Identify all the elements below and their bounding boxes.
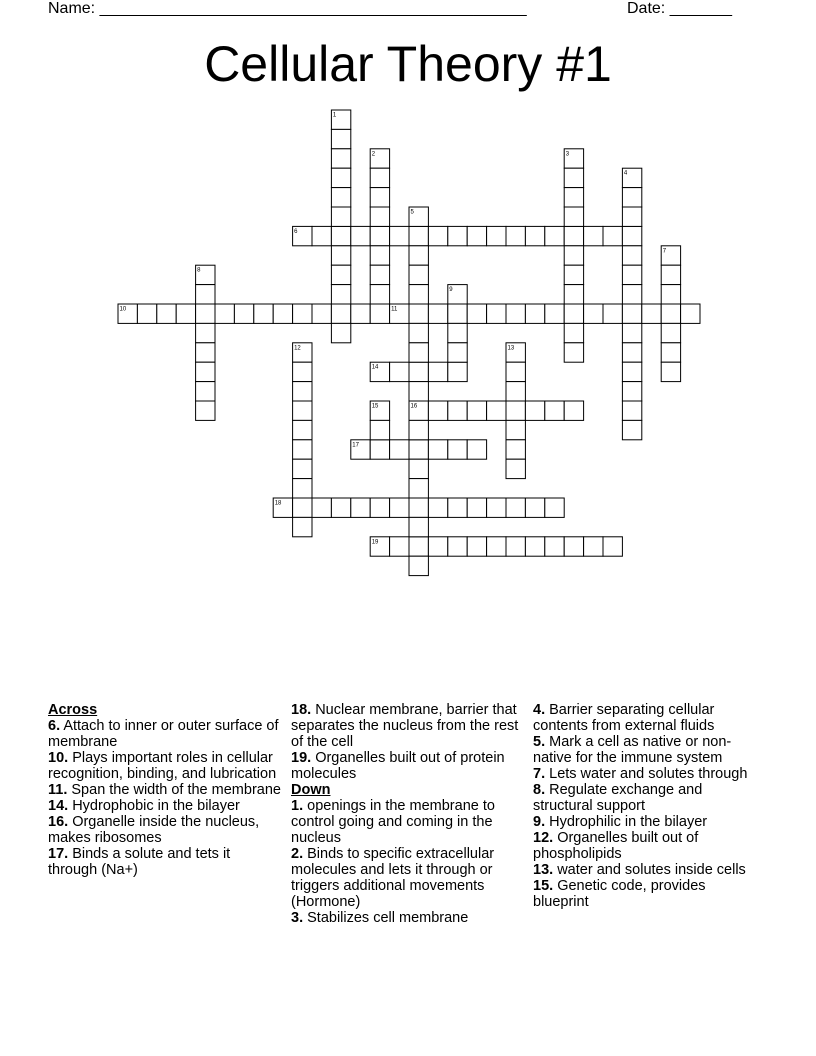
clue-number: 7. — [533, 766, 546, 782]
grid-cell[interactable] — [409, 556, 428, 575]
grid-cell[interactable] — [622, 343, 641, 362]
grid-cell[interactable] — [506, 382, 525, 401]
grid-cell[interactable] — [196, 343, 215, 362]
clue-text: water and solutes inside cells — [557, 862, 746, 878]
grid-cell[interactable] — [428, 498, 447, 517]
grid-cell[interactable] — [331, 168, 350, 187]
grid-cell[interactable] — [661, 323, 680, 342]
grid-cell[interactable] — [564, 226, 583, 245]
grid-cell[interactable] — [564, 285, 583, 304]
grid-cell[interactable] — [293, 362, 312, 381]
grid-cell[interactable] — [331, 265, 350, 284]
clue-text: Organelle inside the nucleus, makes ribosomes — [48, 814, 260, 846]
grid-cell[interactable] — [448, 362, 467, 381]
grid-cell[interactable] — [525, 537, 544, 556]
grid-cell[interactable] — [370, 304, 389, 323]
grid-clue-number: 13 — [507, 345, 515, 352]
grid-cell[interactable] — [622, 246, 641, 265]
grid-cell[interactable] — [428, 304, 447, 323]
grid-cell[interactable] — [215, 304, 234, 323]
across-clue — [48, 718, 283, 750]
grid-cell[interactable] — [564, 188, 583, 207]
grid-cell[interactable] — [506, 420, 525, 439]
clue-number: 8. — [533, 782, 546, 798]
grid-cell[interactable] — [487, 304, 506, 323]
grid-cell[interactable] — [196, 382, 215, 401]
grid-cell[interactable] — [390, 226, 409, 245]
across-heading: Across — [48, 702, 98, 718]
grid-cell[interactable] — [467, 498, 486, 517]
grid-cell[interactable] — [331, 323, 350, 342]
down-clue — [533, 814, 753, 830]
grid-cell[interactable] — [331, 246, 350, 265]
grid-cell[interactable] — [428, 401, 447, 420]
grid-cell[interactable] — [487, 401, 506, 420]
clue-number: 15. — [533, 878, 554, 894]
grid-cell[interactable] — [564, 207, 583, 226]
grid-cell[interactable] — [584, 226, 603, 245]
grid-cell[interactable] — [293, 517, 312, 536]
grid-cell[interactable] — [545, 304, 564, 323]
grid-cell[interactable] — [448, 401, 467, 420]
grid-cell[interactable] — [293, 479, 312, 498]
clue-text: Regulate exchange and structural support — [533, 782, 703, 814]
grid-cell[interactable] — [622, 188, 641, 207]
grid-cell[interactable] — [487, 537, 506, 556]
clue-number: 14. — [48, 798, 69, 814]
grid-cell[interactable] — [564, 323, 583, 342]
grid-cell[interactable] — [642, 304, 661, 323]
grid-cell[interactable] — [428, 226, 447, 245]
grid-cell[interactable] — [390, 498, 409, 517]
grid-cell[interactable] — [293, 440, 312, 459]
grid-clue-number: 15 — [371, 403, 379, 410]
grid-cell[interactable] — [370, 285, 389, 304]
down-clue — [291, 910, 526, 926]
grid-clue-number: 11 — [391, 306, 398, 313]
clue-text: Attach to inner or outer surface of membrane — [48, 718, 279, 750]
grid-cell[interactable] — [467, 304, 486, 323]
grid-cell[interactable] — [467, 401, 486, 420]
grid-cell[interactable] — [390, 362, 409, 381]
across-clue — [48, 750, 283, 782]
grid-cell[interactable] — [661, 362, 680, 381]
grid-cell[interactable] — [370, 226, 389, 245]
across-clue — [291, 750, 526, 782]
grid-cell[interactable] — [525, 226, 544, 245]
grid-cell[interactable] — [370, 207, 389, 226]
grid-cell[interactable] — [487, 498, 506, 517]
clue-number: 16. — [48, 814, 69, 830]
grid-clue-number: 2 — [371, 151, 376, 158]
clue-number: 10. — [48, 750, 69, 766]
grid-cell[interactable] — [506, 401, 525, 420]
grid-cell[interactable] — [370, 265, 389, 284]
grid-cell[interactable] — [487, 226, 506, 245]
grid-clue-number: 1 — [332, 112, 337, 119]
grid-cell[interactable] — [584, 537, 603, 556]
clue-number: 9. — [533, 814, 546, 830]
grid-cell[interactable] — [448, 537, 467, 556]
grid-cell[interactable] — [564, 401, 583, 420]
grid-clue-number: 4 — [623, 170, 628, 177]
grid-cell[interactable] — [506, 304, 525, 323]
clue-text: Span the width of the membrane — [71, 782, 281, 798]
grid-cell[interactable] — [390, 440, 409, 459]
grid-cell[interactable] — [312, 498, 331, 517]
grid-cell[interactable] — [331, 304, 350, 323]
grid-cell[interactable] — [331, 207, 350, 226]
grid-cell[interactable] — [584, 304, 603, 323]
grid-cell[interactable] — [506, 498, 525, 517]
grid-cell[interactable] — [293, 498, 312, 517]
grid-cell[interactable] — [622, 226, 641, 245]
grid-clue-number: 9 — [449, 287, 453, 294]
clue-text: Barrier separating cellular contents from external fluids — [533, 702, 715, 734]
clue-text: Binds to specific extracellular molecules and lets it through or triggers additional movements (Hormone) — [291, 846, 495, 910]
grid-clue-number: 3 — [565, 151, 570, 158]
grid-cell[interactable] — [157, 304, 176, 323]
grid-cell[interactable] — [409, 440, 428, 459]
across-clue — [291, 702, 526, 750]
grid-cell[interactable] — [622, 265, 641, 284]
clue-text: Binds a solute and tets it through (Na+) — [48, 846, 231, 878]
grid-clue-number: 17 — [352, 442, 359, 449]
grid-cell[interactable] — [448, 226, 467, 245]
grid-cell[interactable] — [506, 459, 525, 478]
clue-text: Organelles built out of phospholipids — [533, 830, 699, 862]
grid-cell[interactable] — [506, 226, 525, 245]
grid-cell[interactable] — [448, 498, 467, 517]
down-clue — [533, 766, 753, 782]
grid-cell[interactable] — [137, 304, 156, 323]
grid-cell[interactable] — [564, 304, 583, 323]
down-clue — [533, 878, 753, 910]
grid-cell[interactable] — [545, 226, 564, 245]
grid-cell[interactable] — [564, 168, 583, 187]
grid-clue-number: 19 — [371, 539, 379, 546]
grid-cell[interactable] — [370, 168, 389, 187]
grid-cell[interactable] — [331, 188, 350, 207]
grid-cell[interactable] — [196, 362, 215, 381]
grid-cell[interactable] — [622, 207, 641, 226]
grid-cell[interactable] — [545, 498, 564, 517]
grid-cell[interactable] — [467, 226, 486, 245]
clue-number: 11. — [48, 782, 68, 798]
clue-number: 2. — [291, 846, 304, 862]
grid-cell[interactable] — [564, 343, 583, 362]
grid-cell[interactable] — [428, 440, 447, 459]
grid-cell[interactable] — [428, 362, 447, 381]
grid-cell[interactable] — [525, 304, 544, 323]
grid-cell[interactable] — [409, 498, 428, 517]
grid-cell[interactable] — [370, 440, 389, 459]
clue-text: Mark a cell as native or non-native for the immune system — [533, 734, 732, 766]
down-clue — [291, 798, 526, 846]
clue-text: Stabilizes cell membrane — [307, 910, 469, 926]
clue-number: 13. — [533, 862, 554, 878]
grid-cell[interactable] — [370, 420, 389, 439]
date-label: Date: — [627, 0, 666, 17]
clues-column-1 — [48, 702, 283, 878]
grid-cell[interactable] — [409, 382, 428, 401]
grid-cell[interactable] — [661, 265, 680, 284]
grid-cell[interactable] — [603, 304, 622, 323]
grid-cell[interactable] — [506, 440, 525, 459]
clue-number: 18. — [291, 702, 312, 718]
grid-cell[interactable] — [448, 440, 467, 459]
clue-number: 1. — [291, 798, 304, 814]
grid-cell[interactable] — [448, 304, 467, 323]
grid-cell[interactable] — [254, 304, 273, 323]
grid-cell[interactable] — [409, 226, 428, 245]
clue-number: 17. — [48, 846, 69, 862]
grid-cell[interactable] — [448, 323, 467, 342]
grid-cell[interactable] — [234, 304, 253, 323]
grid-cell[interactable] — [428, 537, 447, 556]
grid-cell[interactable] — [564, 246, 583, 265]
clue-number: 6. — [48, 718, 61, 734]
grid-clue-number: 5 — [410, 209, 414, 216]
grid-cell[interactable] — [661, 343, 680, 362]
grid-cell[interactable] — [196, 304, 215, 323]
grid-cell[interactable] — [409, 479, 428, 498]
down-clue — [533, 830, 753, 862]
grid-clue-number: 10 — [119, 306, 127, 313]
grid-cell[interactable] — [622, 401, 641, 420]
down-clue — [291, 846, 526, 910]
grid-cell[interactable] — [293, 459, 312, 478]
grid-cell[interactable] — [661, 304, 680, 323]
grid-cell[interactable] — [409, 285, 428, 304]
name-label: Name: — [48, 0, 96, 17]
date-blank[interactable]: _______ — [669, 0, 732, 17]
grid-cell[interactable] — [622, 323, 641, 342]
grid-clue-number: 12 — [294, 345, 301, 352]
grid-cell[interactable] — [681, 304, 700, 323]
grid-cell[interactable] — [467, 440, 486, 459]
grid-cell[interactable] — [409, 517, 428, 536]
down-clue — [533, 862, 753, 878]
grid-clue-number: 18 — [274, 500, 282, 507]
grid-cell[interactable] — [409, 459, 428, 478]
grid-cell[interactable] — [661, 285, 680, 304]
grid-clue-number: 6 — [294, 228, 298, 235]
grid-cell[interactable] — [622, 420, 641, 439]
grid-cell[interactable] — [506, 362, 525, 381]
grid-cell[interactable] — [622, 362, 641, 381]
clue-text: Hydrophilic in the bilayer — [549, 814, 708, 830]
page-title: Cellular Theory #1 — [204, 36, 612, 92]
across-clue — [48, 814, 283, 846]
grid-clue-number: 14 — [371, 364, 379, 371]
grid-cell[interactable] — [370, 188, 389, 207]
clues-column-3 — [533, 702, 753, 910]
grid-cell[interactable] — [409, 246, 428, 265]
grid-cell[interactable] — [409, 537, 428, 556]
grid-cell[interactable] — [331, 129, 350, 148]
clue-text: Hydrophobic in the bilayer — [72, 798, 240, 814]
name-blank[interactable]: ________________________________________________ — [99, 0, 527, 17]
grid-cell[interactable] — [545, 401, 564, 420]
grid-cell[interactable] — [409, 304, 428, 323]
grid-cell[interactable] — [293, 401, 312, 420]
grid-cell[interactable] — [603, 226, 622, 245]
grid-cell[interactable] — [525, 498, 544, 517]
grid-cell[interactable] — [370, 246, 389, 265]
grid-cell[interactable] — [351, 226, 370, 245]
grid-cell[interactable] — [293, 382, 312, 401]
grid-cell[interactable] — [331, 498, 350, 517]
grid-cell[interactable] — [409, 362, 428, 381]
clue-text: Plays important roles in cellular recognition, binding, and lubrication — [48, 750, 277, 782]
grid-cell[interactable] — [467, 537, 486, 556]
across-clue — [48, 846, 283, 878]
across-clue — [48, 798, 283, 814]
grid-cell[interactable] — [622, 285, 641, 304]
grid-cell[interactable] — [370, 498, 389, 517]
grid-cell[interactable] — [176, 304, 195, 323]
grid-cell[interactable] — [351, 304, 370, 323]
down-clue — [533, 702, 753, 734]
grid-clue-number: 8 — [197, 267, 201, 274]
grid-clue-number: 7 — [662, 248, 667, 255]
grid-cell[interactable] — [622, 304, 641, 323]
grid-cell[interactable] — [312, 304, 331, 323]
clue-number: 19. — [291, 750, 312, 766]
grid-cell[interactable] — [525, 401, 544, 420]
grid-cell[interactable] — [351, 498, 370, 517]
down-clue — [533, 782, 753, 814]
grid-cell[interactable] — [293, 420, 312, 439]
grid-cell[interactable] — [196, 323, 215, 342]
grid-cell[interactable] — [312, 226, 331, 245]
grid-cell[interactable] — [196, 401, 215, 420]
clue-text: Lets water and solutes through — [549, 766, 748, 782]
clue-number: 3. — [291, 910, 304, 926]
grid-cell[interactable] — [448, 343, 467, 362]
grid-clue-number: 16 — [410, 403, 418, 410]
grid-cell[interactable] — [196, 285, 215, 304]
across-clue — [48, 782, 283, 798]
clue-text: Nuclear membrane, barrier that separates the nucleus from the rest of the cell — [291, 702, 519, 750]
down-heading: Down — [291, 782, 331, 798]
grid-cell[interactable] — [390, 537, 409, 556]
grid-cell[interactable] — [273, 304, 292, 323]
grid-cell[interactable] — [564, 265, 583, 284]
grid-cell[interactable] — [409, 343, 428, 362]
clue-text: Organelles built out of protein molecules — [291, 750, 505, 782]
grid-cell[interactable] — [545, 537, 564, 556]
clue-text: Genetic code, provides blueprint — [533, 878, 706, 910]
grid-cell[interactable] — [506, 537, 525, 556]
clue-text: openings in the membrane to control going and coming in the nucleus — [291, 798, 495, 846]
grid-cell[interactable] — [331, 149, 350, 168]
grid-cell[interactable] — [564, 537, 583, 556]
grid-cell[interactable] — [603, 537, 622, 556]
clue-number: 12. — [533, 830, 554, 846]
clues-column-2 — [291, 702, 526, 926]
grid-cell[interactable] — [293, 304, 312, 323]
grid-cell[interactable] — [331, 226, 350, 245]
grid-cell[interactable] — [409, 420, 428, 439]
grid-cell[interactable] — [331, 285, 350, 304]
down-clue — [533, 734, 753, 766]
grid-cell[interactable] — [409, 265, 428, 284]
grid-cell[interactable] — [409, 323, 428, 342]
grid-cell[interactable] — [622, 382, 641, 401]
clue-number: 5. — [533, 734, 546, 750]
clue-number: 4. — [533, 702, 546, 718]
